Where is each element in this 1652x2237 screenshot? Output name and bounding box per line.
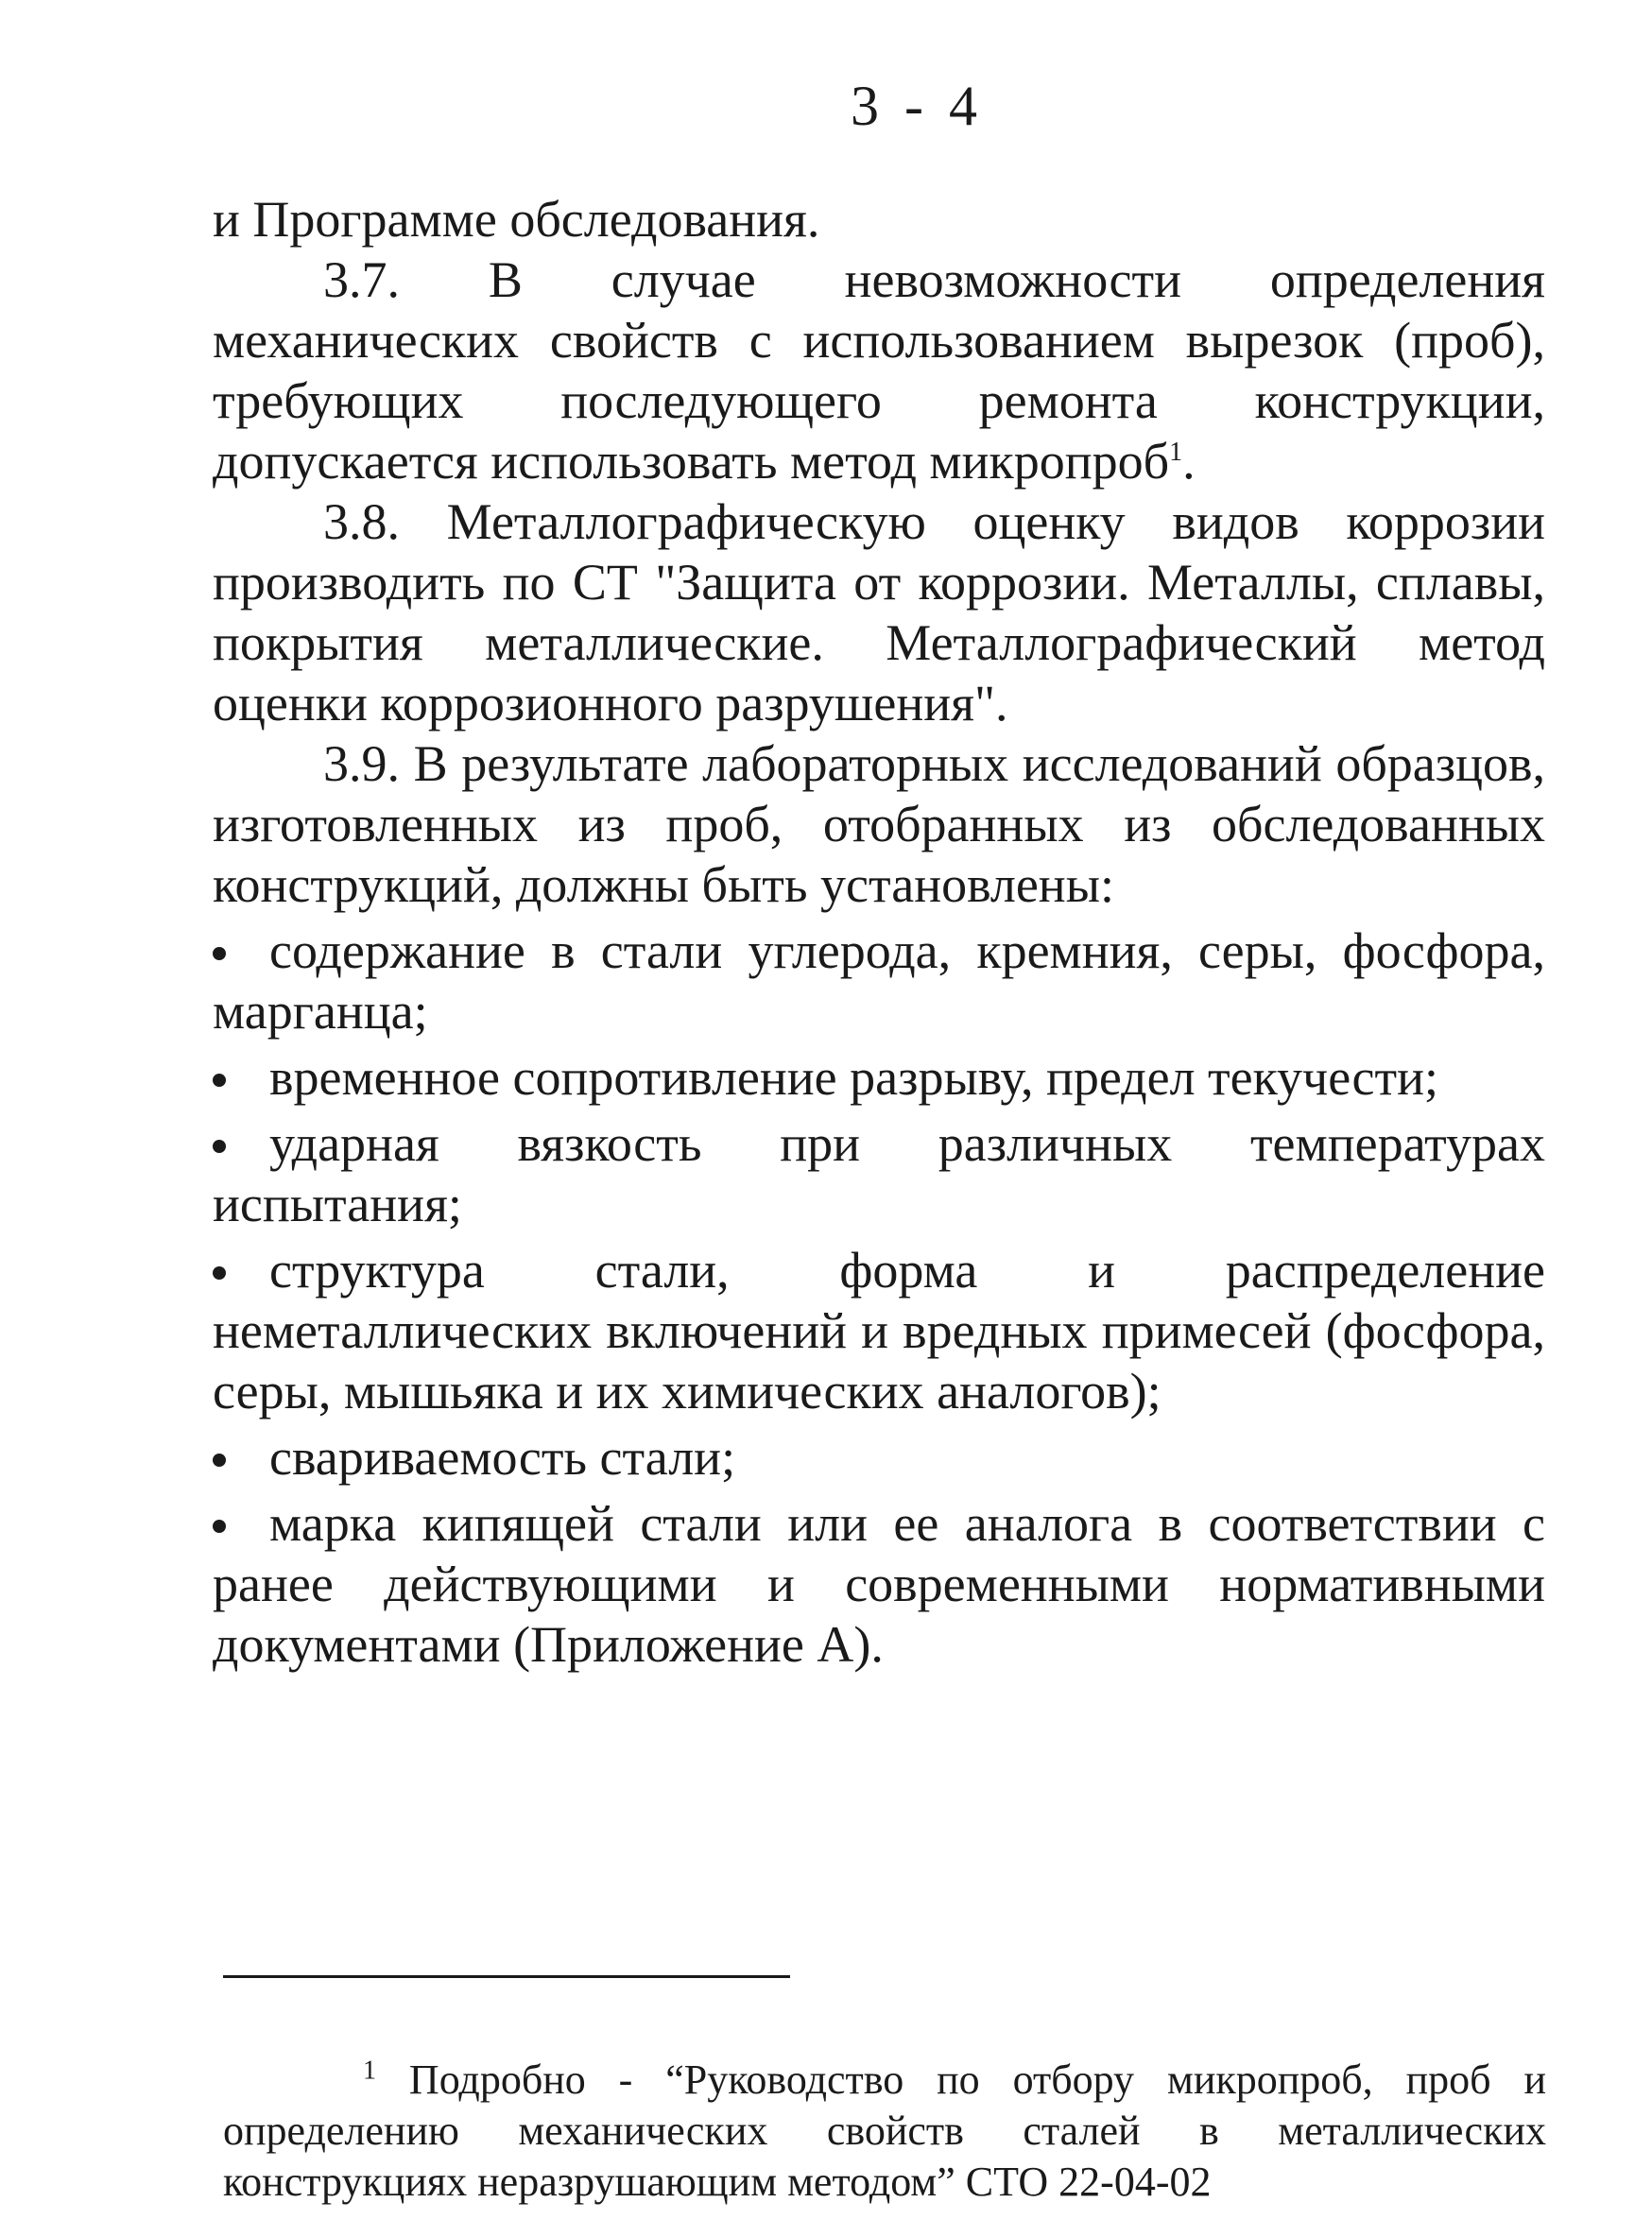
bullet-icon <box>213 1454 226 1467</box>
footnote-separator <box>223 1975 790 1978</box>
list-item-text: марка кипящей стали или ее аналога в соответствии с ранее действующими и современными нормативными документами (Приложение А). <box>213 1495 1545 1673</box>
bullet-icon <box>213 947 226 960</box>
bullet-icon <box>213 1074 226 1087</box>
page-number: 3 - 4 <box>851 75 983 137</box>
bullet-icon <box>213 1140 226 1153</box>
list-item-text: свариваемость стали; <box>269 1429 736 1486</box>
list-item <box>213 1427 1545 1488</box>
footnote <box>223 2055 1546 2208</box>
intro-line: и Программе обследования. <box>213 191 820 248</box>
paragraph-3-7-end: . <box>1182 433 1196 490</box>
list-item <box>213 1047 1545 1108</box>
list-item <box>213 1240 1545 1421</box>
body-text <box>213 189 1545 1675</box>
bullet-icon <box>213 1520 226 1533</box>
bullet-icon <box>213 1266 226 1280</box>
footnote-reference: 1 <box>1169 438 1183 467</box>
footnote-text: Подробно - “Руководство по отбору микропроб, проб и определению механических свойств сталей в металлических конструкциях неразрушающим методом” СТО 22-04-02 <box>223 2056 1546 2205</box>
list-item-text: временное сопротивление разрыву, предел текучести; <box>269 1049 1438 1106</box>
list-item-text: содержание в стали углерода, кремния, серы, фосфора, марганца; <box>213 922 1545 1040</box>
list-item <box>213 1493 1545 1675</box>
list-item <box>213 921 1545 1041</box>
paragraph-3-8: 3.8. Металлографическую оценку видов коррозии производить по СТ "Защита от коррозии. Металлы, сплавы, покрытия металлические. Металлографический метод оценки коррозионного разрушения". <box>213 493 1545 731</box>
paragraph-3-9: 3.9. В результате лабораторных исследований образцов, изготовленных из проб, отобранных из обследованных конструкций, должны быть установлены: <box>213 735 1545 913</box>
requirements-list <box>213 921 1545 1675</box>
list-item-text: структура стали, форма и распределение неметаллических включений и вредных примесей (фосфора, серы, мышьяка и их химических аналогов); <box>213 1242 1545 1420</box>
footnote-mark: 1 <box>363 2056 376 2086</box>
list-item <box>213 1113 1545 1234</box>
paragraph-3-7-text: 3.7. В случае невозможности определения механических свойств с использованием вырезок (проб), требующих последующего ремонта конструкции, допускается использовать метод микропроб <box>213 251 1545 490</box>
list-item-text: ударная вязкость при различных температурах испытания; <box>213 1115 1545 1232</box>
paragraph-3-7 <box>213 250 1545 491</box>
